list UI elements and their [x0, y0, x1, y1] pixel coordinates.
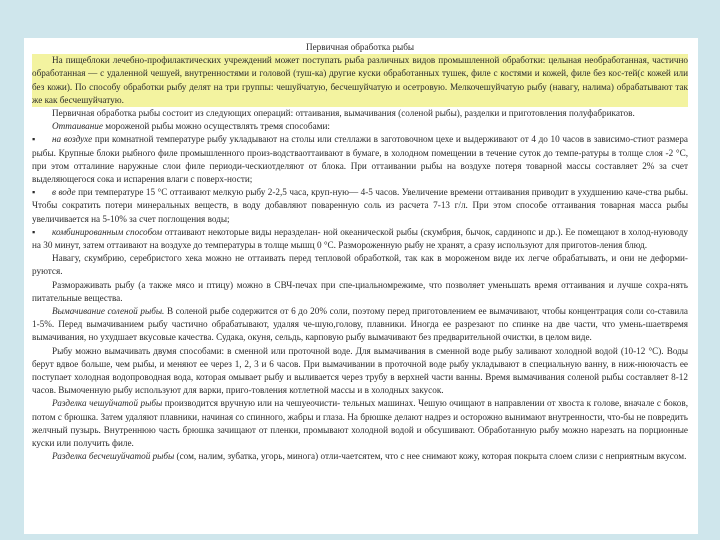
paragraph-no-thaw-text: Навагу, скумбрию, серебристого хека можно не оттаивать перед тепловой обработкой, так как в мороженом виде их легче обрабатывать, и они не деформи-руются. [32, 253, 688, 277]
bullet-combined-text: оттаивают некоторые виды неразделан- ной океанической рыбы (скумбрия, бычок, сардинопс и др.). Ее помещают в холод-нуюводу на 30 минут, затем оттаивают на воздухе до температуры в толще мышц 0 °С. Размороженную рыбу не хранят, а сразу используют для приготов-ления блюд. [32, 226, 688, 251]
document-page [24, 38, 698, 534]
bullet-icon: ▪ [32, 134, 36, 145]
paragraph-microwave-text: Размораживать рыбу (а также мясо и птицу) можно в СВЧ-печах при спе-циальномрежиме, что позволяет уменьшать время оттаивания и лучше сохра-нять питательные вещества. [32, 279, 688, 303]
paragraph-soaking-methods-text: Рыбу можно вымачивать двумя способами: в сменной или проточной воде. Для вымачивания в сменной воде рыбу заливают холодной водой (10-12 °С). Воды берут вдвое больше, чем рыбы, и меняют ее через 1, 2, 3 и 6 часов. При вымачивании в проточной воде рыбу укладывают в специальную ванну, в ниж-нюючасть ее поступает холодная водопроводная вода, которая омывает рыбу и выливается через трубу в верхней части ванны. Время вымачивания соленой рыбы составляет 8-12 часов. Вымоченную рыбу используют для варки, приго-товления котлетной массы и в холодных закусок. [32, 345, 688, 396]
scaleless-fish-text: (сом, налим, зубатка, угорь, минога) отли-чаетсятем, что с нее снимают кожу, которая покрыта слоем слизи с неприятным вкусом. [174, 451, 687, 462]
paragraph-operations-text: Первичная обработка рыбы состоит из следующих операций: оттаивания, вымачивания (соленой рыбы), разделки и приготовления полуфабрикатов. [52, 108, 635, 119]
scaleless-fish-term: Разделка бесчешуйчатой рыбы [52, 451, 175, 462]
paragraph-microwave [32, 279, 688, 305]
bullet-icon: ▪ [32, 226, 36, 237]
paragraph-thawing [32, 120, 688, 133]
paragraph-intro [32, 54, 688, 107]
bullet-water-thawing [32, 186, 688, 226]
bullet-icon: ▪ [32, 187, 36, 198]
paragraph-scaled-fish [32, 397, 688, 450]
bullet-water-term: в воде [52, 187, 76, 198]
page-title: Первичная обработка рыбы [305, 42, 415, 52]
bullet-water-text: при температуре 15 °С оттаивают мелкую рыбу 2-2,5 часа, круп-ную— 4-5 часов. Увеличение времени оттаивания приводит в ухудшению каче-ства рыбы. Чтобы сократить потери минеральных веществ, в воду добавляют поваренную соль из расчета 7-13 г/л. При этом способе оттаивания товарная масса рыбы увеличивается на 5-10% за счет поглощения воды; [32, 187, 688, 224]
paragraph-no-thaw [32, 252, 688, 278]
bullet-air-term: на воздухе [52, 134, 93, 145]
bullet-air-thawing [32, 133, 688, 186]
bullet-air-text: при комнатной температуре рыбу укладывают на столы или стеллажи в заготовочном цехе и выдерживают от 4 до 10 часов в зависимо-стиот размера рыбы. Крупные блоки рыбного филе промышленного произ-водстваоттаивают в бумаге, в холодном помещении в течение суток до темпе-ратуры в толще слоя -2 °С, при этом отталиние наружные слои филе периоди-ческиотделяют от блока. При оттаивании рыбы на воздухе потеря товарной массы составляет 2% за счет выделяющегося сока и испарения влаги с поверх-ности; [32, 134, 689, 185]
paragraph-operations [32, 107, 688, 120]
bullet-combined-term: комбинированным способом [52, 226, 163, 237]
paragraph-scaleless-fish [32, 450, 688, 463]
paragraph-soaking [32, 305, 688, 345]
soaking-term: Вымачивание соленой рыбы. [52, 306, 165, 317]
scaled-fish-text: производится вручную или на чешуеочисти- тельных машинах. Чешую очищают в направлении от хвоста к голове, вначале с боков, потом с брюшка. Затем удаляют плавники, начиная со спинного, жабры и глаза. На брюшке делают надрез и осторожно вынимают внутренности, что-бы не повредить желчный пузырь. Внутреннюю часть брюшка зачищают от пленки, промывают холодной водой и обсушивают. Обработанную рыбу можно нарезать на порционные куски или получить филе. [32, 398, 689, 449]
scaled-fish-term: Разделка чешуйчатой рыбы [52, 398, 163, 409]
thawing-text: мороженой рыбы можно осуществлять тремя способами: [102, 121, 330, 132]
paragraph-soaking-methods [32, 345, 688, 398]
bullet-combined-thawing [32, 226, 688, 252]
paragraph-intro-text: На пищеблоки лечебно-профилактических учреждений может поступать рыба различных видов промышленной обработки: целыная необработанная, частично обработанная — с удаленной чешуей, внутренностями и головой (туш-ка) другие куски обработанных тушек, филе с костями и кожей, филе без кос-тей(с кожей или без кожи). По способу обработки рыбу делят на три группы: чешуйчатую, бесчешуйчатую и осетровую. Мелкочешуйчатую рыбу (навагу, налима) обрабатывают так же как бесчешуйчатую. [32, 55, 688, 105]
soaking-text: В соленой рыбе содержится от 6 до 20% соли, поэтому перед приготовлением ее вымачивают, чтобы концентрация соли со-ставила 1-5%. Перед вымачиванием рыбу частично обрабатывают, удаляя че-шую,голову, плавники. Иногда ее разрезают по спинке на две части, что умень-шаетвремя вымачивания, но ухудшает вкусовые качества. Судака, окуня, сельдь, карповую рыбу вымачивают без предварительной очистки, в целом виде. [32, 306, 688, 343]
thawing-term: Оттаивание [52, 121, 103, 132]
